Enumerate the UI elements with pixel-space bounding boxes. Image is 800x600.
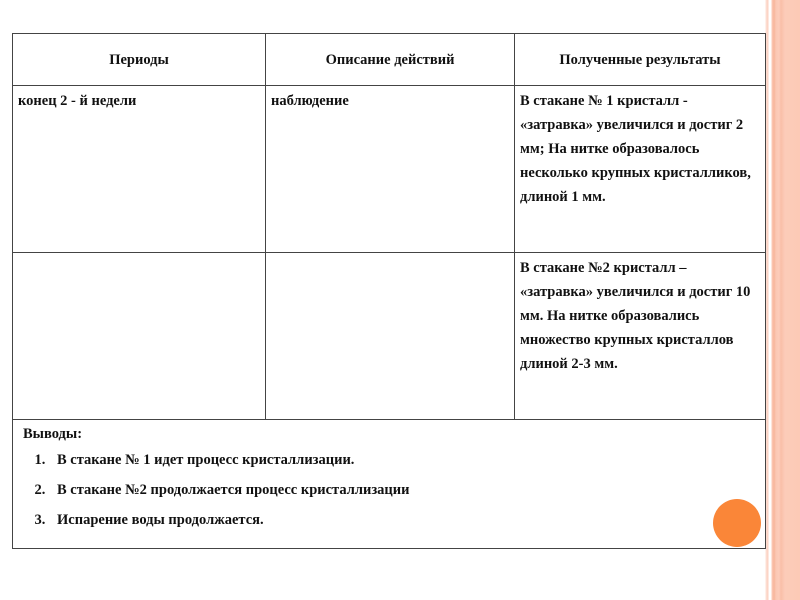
results-table [12,33,766,549]
cell-action: наблюдение [266,86,515,253]
conclusions-row [13,420,766,549]
header-periods: Периоды [13,34,266,86]
table-header-row [13,34,766,86]
orange-circle-decoration [713,499,761,547]
cell-action [266,253,515,420]
cell-result: В стакане № 1 кристалл - «затравка» увеличился и достиг 2 мм; На нитке образовалось несколько крупных кристалликов, длиной 1 мм. [515,86,766,253]
conclusion-item: 1. В стакане № 1 идет процесс кристаллизации. [49,448,759,472]
conclusion-item: 3. Испарение воды продолжается. [49,508,759,532]
conclusion-item: 2. В стакане №2 продолжается процесс кристаллизации [49,478,759,502]
cell-result: В стакане №2 кристалл – «затравка» увеличился и достиг 10 мм. На нитке образовались множество крупных кристаллов длиной 2-3 мм. [515,253,766,420]
cell-period [13,253,266,420]
header-results: Полученные результаты [515,34,766,86]
conclusions-list [19,448,759,532]
table-row [13,253,766,420]
conclusions-title: Выводы: [23,426,83,442]
cell-period: конец 2 - й недели [13,86,266,253]
decorative-border-stripes [765,0,800,600]
header-actions: Описание действий [266,34,515,86]
conclusions-cell [13,420,766,549]
table-row [13,86,766,253]
